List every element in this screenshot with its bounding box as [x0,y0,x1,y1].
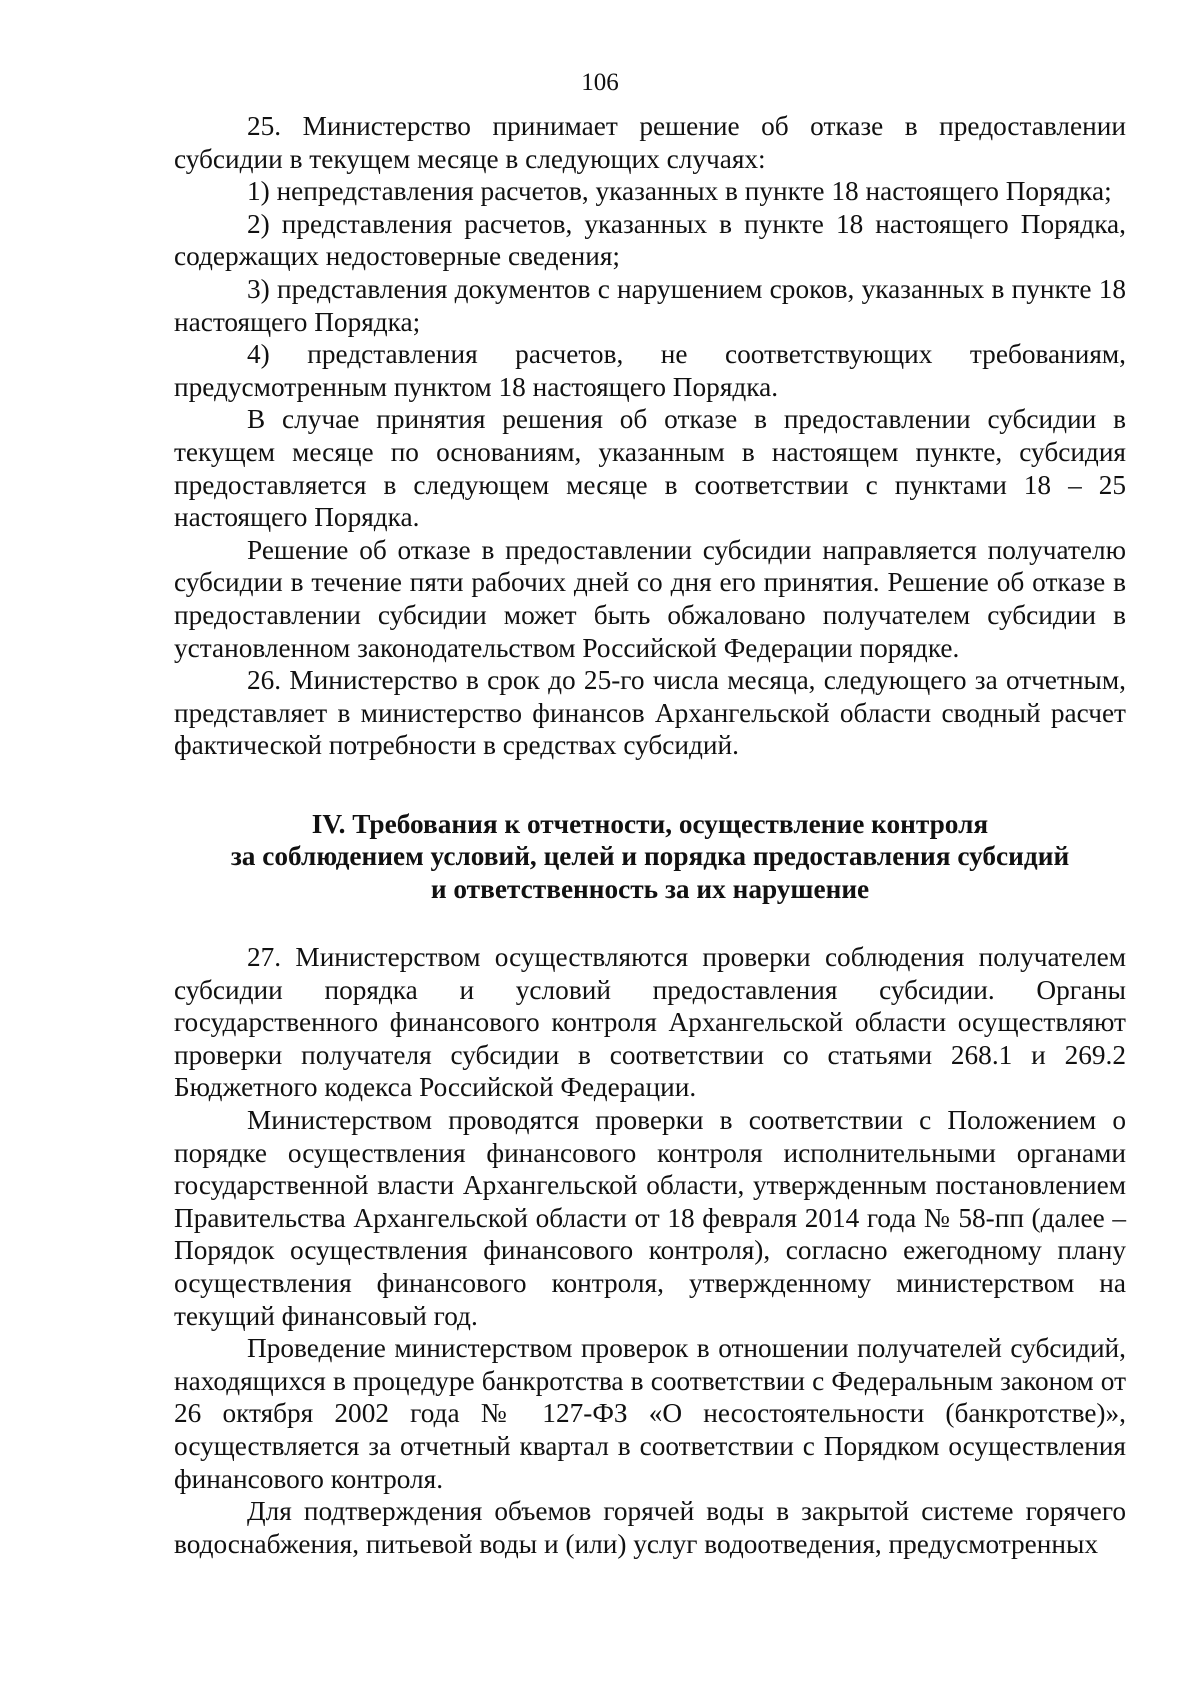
paragraph-refusal-case: В случае принятия решения об отказе в предоставлении субсидии в текущем месяце по основаниям, указанным в настоящем пункте, субсидия предоставляется в следующем месяце в соответствии с пунктами 18 – 25 настоящего Порядка. [174,404,1126,533]
paragraph-bankruptcy: Проведение министерством проверок в отношении получателей субсидий, находящихся в процедуре банкротства в соответствии с Федеральным законом от 26 октября 2002 года № 127-ФЗ «О несостоятельности (банкротстве)», осуществляется за отчетный квартал в соответствии с Порядком осуществления финансового контроля. [174,1333,1126,1494]
list-item-3: 3) представления документов с нарушением сроков, указанных в пункте 18 настоящего Порядка; [174,273,1126,337]
document-body [174,110,1126,1560]
section-heading [174,808,1126,905]
paragraph-refusal-notice: Решение об отказе в предоставлении субсидии направляется получателю субсидии в течение пяти рабочих дней со дня его принятия. Решение об отказе в предоставлении субсидии может быть обжаловано получателем субсидии в установленном законодательством Российской Федерации порядке. [174,534,1126,663]
paragraph-volumes: Для подтверждения объемов горячей воды в закрытой системе горячего водоснабжения, питьевой воды и (или) услуг водоотведения, предусмотренных [174,1496,1126,1559]
list-item-4: 4) представления расчетов, не соответствующих требованиям, предусмотренным пунктом 18 настоящего Порядка. [174,339,1126,402]
page-number: 106 [581,69,619,96]
paragraph-26: 26. Министерство в срок до 25-го числа месяца, следующего за отчетным, представляет в министерство финансов Архангельской области сводный расчет фактической потребности в средствах субсидий. [174,665,1126,761]
paragraph-inspections: Министерством проводятся проверки в соответствии с Положением о порядке осуществления финансового контроля исполнительными органами государственной власти Архангельской области, утвержденным постановлением Правительства Архангельской области от 18 февраля 2014 года № 58-пп (далее – Порядок осуществления финансового контроля), согласно ежегодному плану осуществления финансового контроля, утвержденному министерством на текущий финансовый год. [174,1105,1126,1331]
section-heading-line-1: IV. Требования к отчетности, осуществление контроля [311,808,989,839]
list-item-2: 2) представления расчетов, указанных в пункте 18 настоящего Порядка, содержащих недостоверные сведения; [174,208,1126,272]
list-item-1: 1) непредставления расчетов, указанных в пункте 18 настоящего Порядка; [247,176,1112,207]
paragraph-27: 27. Министерством осуществляются проверки соблюдения получателем субсидии порядка и условий предоставления субсидии. Органы государственного финансового контроля Архангельской области осуществляют проверки получателя субсидии в соответствии со статьями 268.1 и 269.2 Бюджетного кодекса Российской Федерации. [174,942,1126,1103]
paragraph-25-intro: 25. Министерство принимает решение об отказе в предоставлении субсидии в текущем месяце в следующих случаях: [174,111,1126,174]
section-heading-line-2: за соблюдением условий, целей и порядка предоставления субсидий [230,841,1070,872]
section-heading-line-3: и ответственность за их нарушение [430,873,870,904]
